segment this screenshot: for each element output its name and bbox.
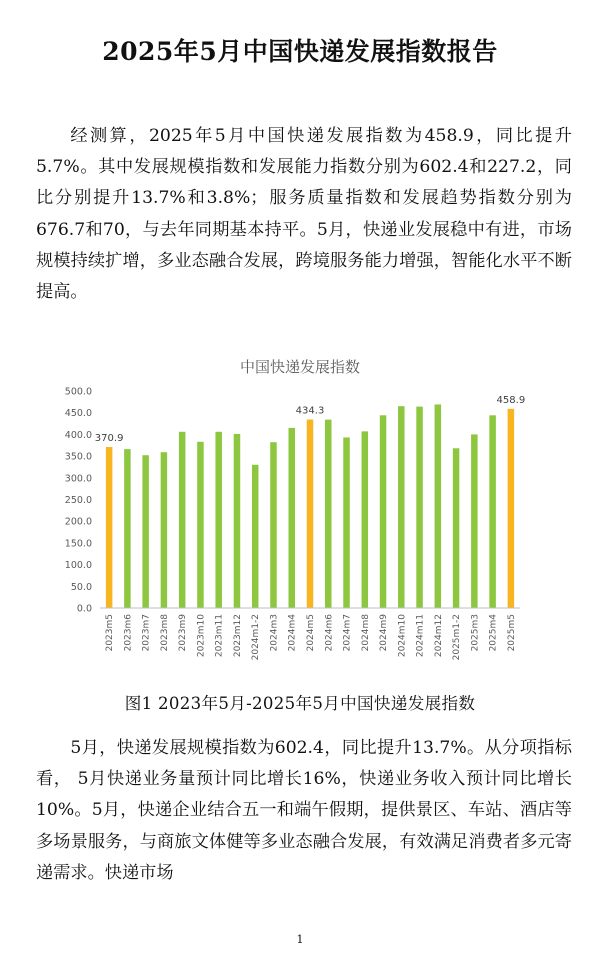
x-tick-label: 2023m5 [105,614,116,652]
data-label: 458.9 [496,394,526,406]
bar-2023m7 [142,455,149,608]
x-tick-label: 2023m9 [178,614,189,652]
document-title: 2025年5月中国快递发展指数报告 [102,37,498,66]
x-tick-label: 2023m6 [123,614,134,652]
bar-2024m11 [416,407,423,608]
y-tick-label: 350.0 [64,451,92,463]
bar-2024m12 [435,404,442,608]
x-tick-label: 2025m1-2 [452,614,463,661]
y-tick-label: 0.0 [76,603,92,615]
bar-2023m11 [215,432,222,608]
x-tick-label: 2024m8 [360,614,371,652]
x-tick-label: 2024m4 [287,614,298,652]
y-tick-label: 150.0 [64,538,92,550]
chart-title: 中国快递发展指数 [239,358,361,376]
y-tick-label: 200.0 [64,516,92,528]
bar-2025m4 [489,415,496,608]
x-tick-label: 2023m11 [214,614,225,658]
x-tick-label: 2024m10 [397,614,408,658]
x-tick-label: 2024m7 [342,614,353,652]
data-label: 370.9 [94,433,124,445]
bar-2025m3 [471,434,478,608]
bar-2024m6 [325,420,332,608]
bar-2024m7 [343,437,350,608]
x-tick-label: 2023m10 [196,614,207,658]
bar-2023m10 [197,442,204,608]
x-tick-label: 2024m6 [324,614,335,652]
y-tick-label: 100.0 [64,560,92,572]
x-tick-label: 2024m11 [415,614,426,658]
x-tick-label: 2023m12 [232,614,243,658]
y-tick-label: 250.0 [64,495,92,506]
x-tick-label: 2023m7 [141,614,152,652]
y-tick-label: 400.0 [64,429,92,441]
scale-paragraph: 5月，快递发展规模指数为602.4，同比提升13.7%。从分项指标看， 5月快递业务量预计同比增长16%，快递业务收入预计同比增长10%。5月，快递企业结合五一和端午假期，提供景区、车站、酒店等多场景服务，与商旅文体健等多业态融合发展，有效满足消费者多元寄递需求。快递市场 [36,738,572,883]
data-label: 434.3 [295,405,325,417]
x-tick-label: 2024m9 [379,614,390,652]
x-tick-label: 2025m3 [470,614,481,652]
bar-2024m10 [398,406,405,608]
page-number: 1 [296,933,304,946]
bar-2024m4 [288,428,295,608]
bar-2024m1-2 [252,465,259,608]
bar-2023m6 [124,449,130,608]
bar-2025m5 [508,409,515,608]
x-tick-label: 2024m5 [306,614,316,652]
bar-2023m5 [106,447,113,608]
x-tick-label: 2025m4 [488,614,499,652]
x-tick-label: 2025m5 [506,614,517,652]
bar-2024m9 [380,415,387,608]
bar-2023m12 [234,434,241,608]
bar-2025m1-2 [453,448,460,608]
bar-2024m5 [307,420,314,608]
x-tick-label: 2024m3 [269,614,280,652]
express-index-chart [50,348,530,668]
y-tick-label: 300.0 [64,473,92,485]
y-tick-label: 50.0 [70,581,92,593]
bar-2023m8 [161,452,168,608]
y-tick-label: 450.0 [64,408,92,420]
bar-2024m3 [270,442,277,608]
x-tick-label: 2024m1-2 [251,614,262,661]
intro-paragraph: 经测算，2025年5月中国快递发展指数为458.9，同比提升5.7%。其中发展规模指数和发展能力指数分别为602.4和227.2，同比分别提升13.7%和3.8%；服务质量指数和发展趋势指数分别为676.7和70，与去年同期基本持平。5月，快递业发展稳中有进，市场规模持续扩增，多业态融合发展，跨境服务能力增强，智能化水平不断提高。 [36,126,572,303]
figure-caption: 图1 2023年5月-2025年5月中国快递发展指数 [124,694,476,713]
x-tick-label: 2024m12 [433,614,444,658]
bar-2024m8 [362,431,369,608]
bar-2023m9 [179,432,186,608]
x-tick-label: 2023m8 [159,614,170,652]
y-tick-label: 500.0 [64,386,92,398]
